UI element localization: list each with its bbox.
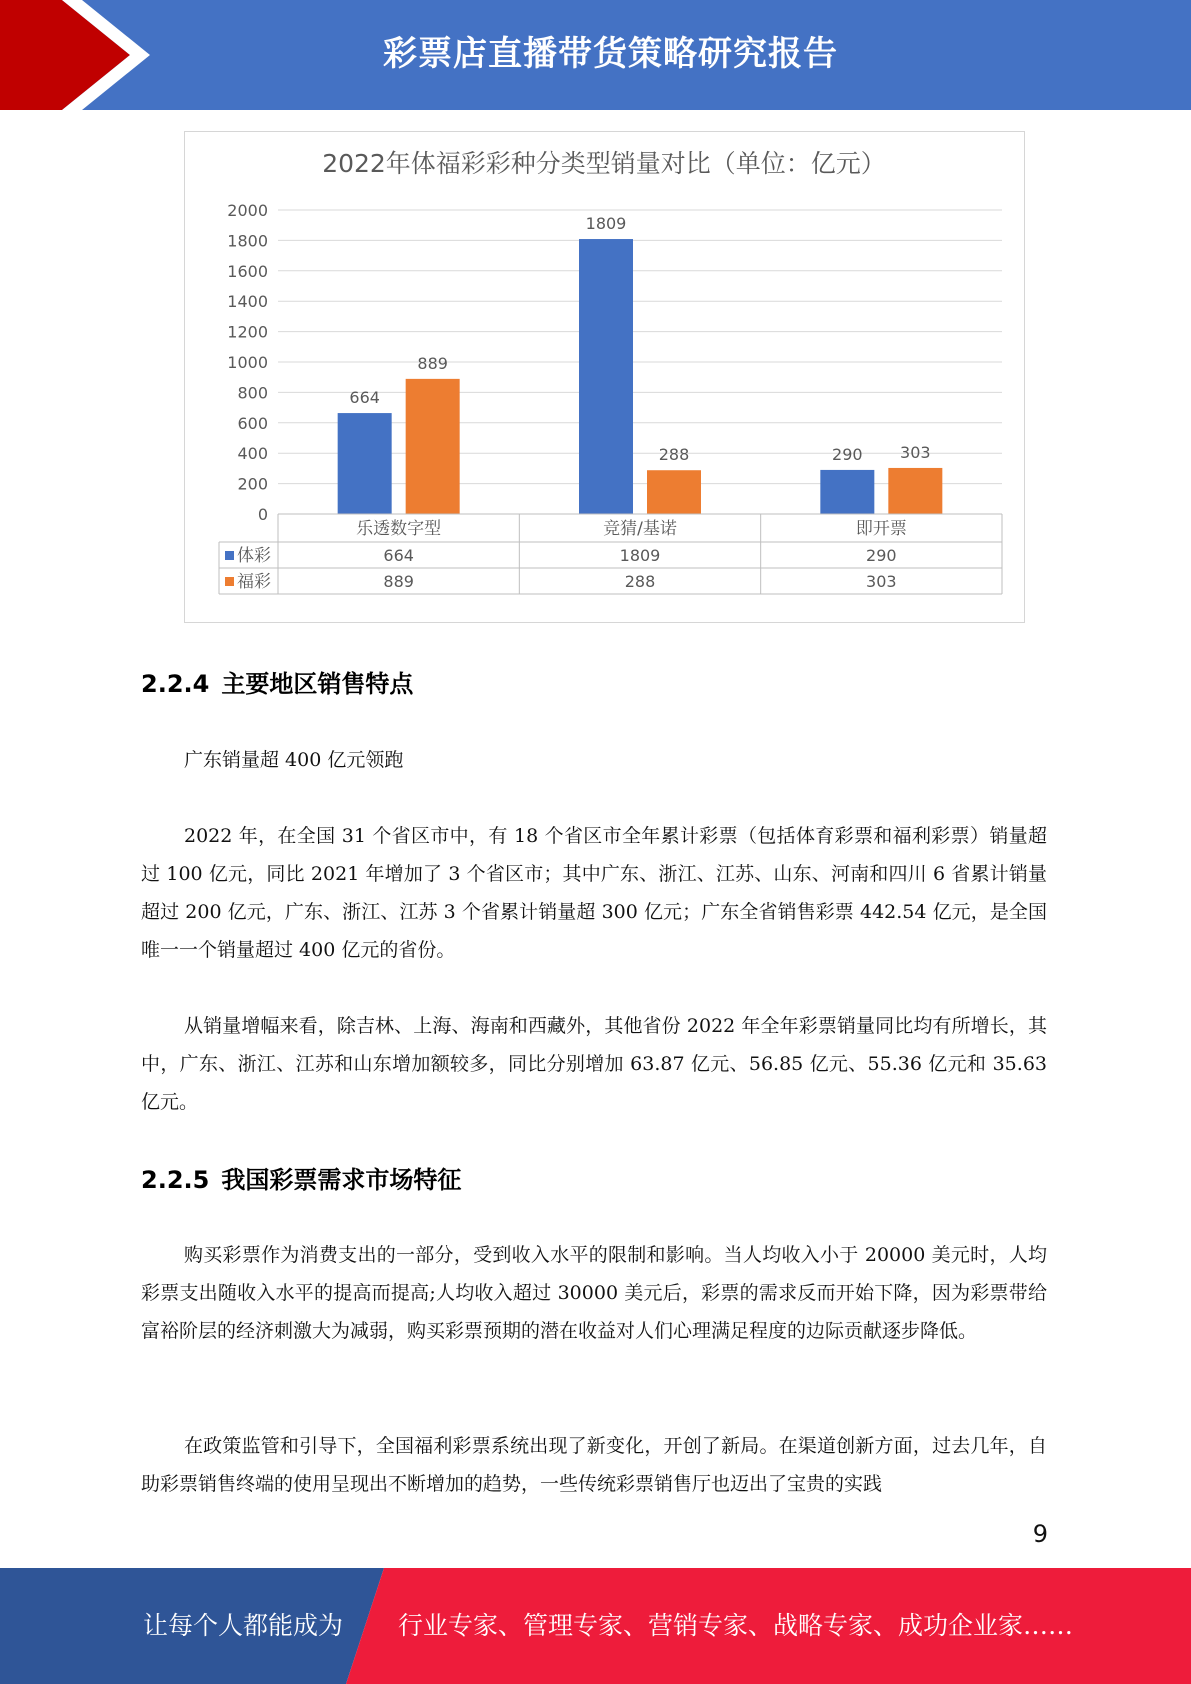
legend-swatch	[225, 577, 234, 586]
paragraph: 从销量增幅来看，除吉林、上海、海南和西藏外，其他省份 2022 年全年彩票销量同比均有所增长，其中，广东、浙江、江苏和山东增加额较多，同比分别增加 63.87 亿元、56.85 亿元、55.36 亿元和 35.63 亿元。	[141, 1015, 1047, 1113]
paragraph: 在政策监管和引导下，全国福利彩票系统出现了新变化，开创了新局。在渠道创新方面，过去几年，自助彩票销售终端的使用呈现出不断增加的趋势，一些传统彩票销售厅也迈出了宝贵的实践	[141, 1435, 1047, 1495]
bar	[820, 470, 874, 514]
bar	[647, 470, 701, 514]
section-title: 我国彩票需求市场特征	[221, 1166, 462, 1194]
category-label: 竞猜/基诺	[603, 519, 677, 539]
table-cell: 664	[383, 546, 414, 565]
footer-slogan-right: 行业专家、管理专家、营销专家、战略专家、成功企业家……	[398, 1611, 1074, 1640]
table-cell: 303	[866, 572, 897, 591]
paragraph: 购买彩票作为消费支出的一部分，受到收入水平的限制和影响。当人均收入小于 20000 美元时，人均彩票支出随收入水平的提高而提高;人均收入超过 30000 美元后，彩票的需求反而开始下降，因为彩票带给富裕阶层的经济刺激大为减弱，购买彩票预期的潜在收益对人们心理满足程度的边际贡献逐步降低。	[141, 1244, 1047, 1342]
section-number: 2.2.5	[141, 1166, 210, 1194]
category-label: 乐透数字型	[356, 519, 442, 539]
section-heading-2-2-4	[141, 664, 413, 699]
y-tick-label: 200	[237, 474, 268, 494]
bar	[888, 468, 942, 514]
data-label: 664	[349, 388, 380, 408]
y-tick-label: 0	[257, 505, 268, 524]
category-label: 即开票	[855, 519, 907, 539]
y-tick-label: 800	[237, 383, 268, 403]
section-title: 主要地区销售特点	[221, 670, 414, 698]
legend-swatch	[225, 551, 234, 560]
y-tick-label: 1400	[227, 292, 268, 312]
y-tick-label: 600	[237, 413, 268, 433]
table-cell: 1809	[619, 546, 661, 565]
y-tick-label: 2000	[227, 201, 268, 220]
data-label: 1809	[585, 214, 627, 234]
section-number: 2.2.4	[141, 670, 210, 698]
page-number: 9	[1032, 1520, 1048, 1548]
y-tick-label: 1600	[227, 261, 268, 281]
bar-chart-svg	[185, 132, 1024, 622]
page-header	[0, 0, 1191, 110]
legend-label: 体彩	[237, 546, 271, 566]
y-tick-label: 1800	[227, 231, 268, 251]
table-cell: 290	[866, 546, 897, 565]
data-label: 889	[417, 353, 448, 373]
page-footer	[0, 1568, 1191, 1684]
chart-title: 2022年体福彩彩种分类型销量对比（单位：亿元）	[322, 149, 886, 178]
paragraph-lead: 广东销量超 400 亿元领跑	[184, 749, 404, 771]
legend-label: 福彩	[237, 572, 271, 592]
y-tick-label: 1000	[227, 353, 268, 372]
footer-slogan-left: 让每个人都能成为	[143, 1611, 344, 1640]
section-heading-2-2-5	[141, 1160, 461, 1195]
table-cell: 889	[383, 572, 414, 591]
data-label: 288	[658, 445, 690, 465]
paragraph: 2022 年，在全国 31 个省区市中，有 18 个省区市全年累计彩票（包括体育彩票和福利彩票）销量超过 100 亿元，同比 2021 年增加了 3 个省区市；其中广东、浙江、江苏、山东、河南和四川 6 省累计销量超过 200 亿元，广东、浙江、江苏 3 个省累计销量超 300 亿元；广东全省销售彩票 442.54 亿元，是全国唯一一个销量超过 400 亿元的省份。	[141, 825, 1047, 961]
data-label: 303	[900, 442, 931, 462]
y-tick-label: 400	[237, 444, 268, 464]
bar-chart	[184, 131, 1025, 623]
report-title: 彩票店直播带货策略研究报告	[383, 34, 838, 74]
y-tick-label: 1200	[227, 322, 268, 342]
bar	[406, 379, 460, 514]
table-cell: 288	[624, 572, 656, 591]
bar	[579, 239, 633, 514]
bar	[338, 413, 392, 514]
data-label: 290	[832, 444, 863, 464]
